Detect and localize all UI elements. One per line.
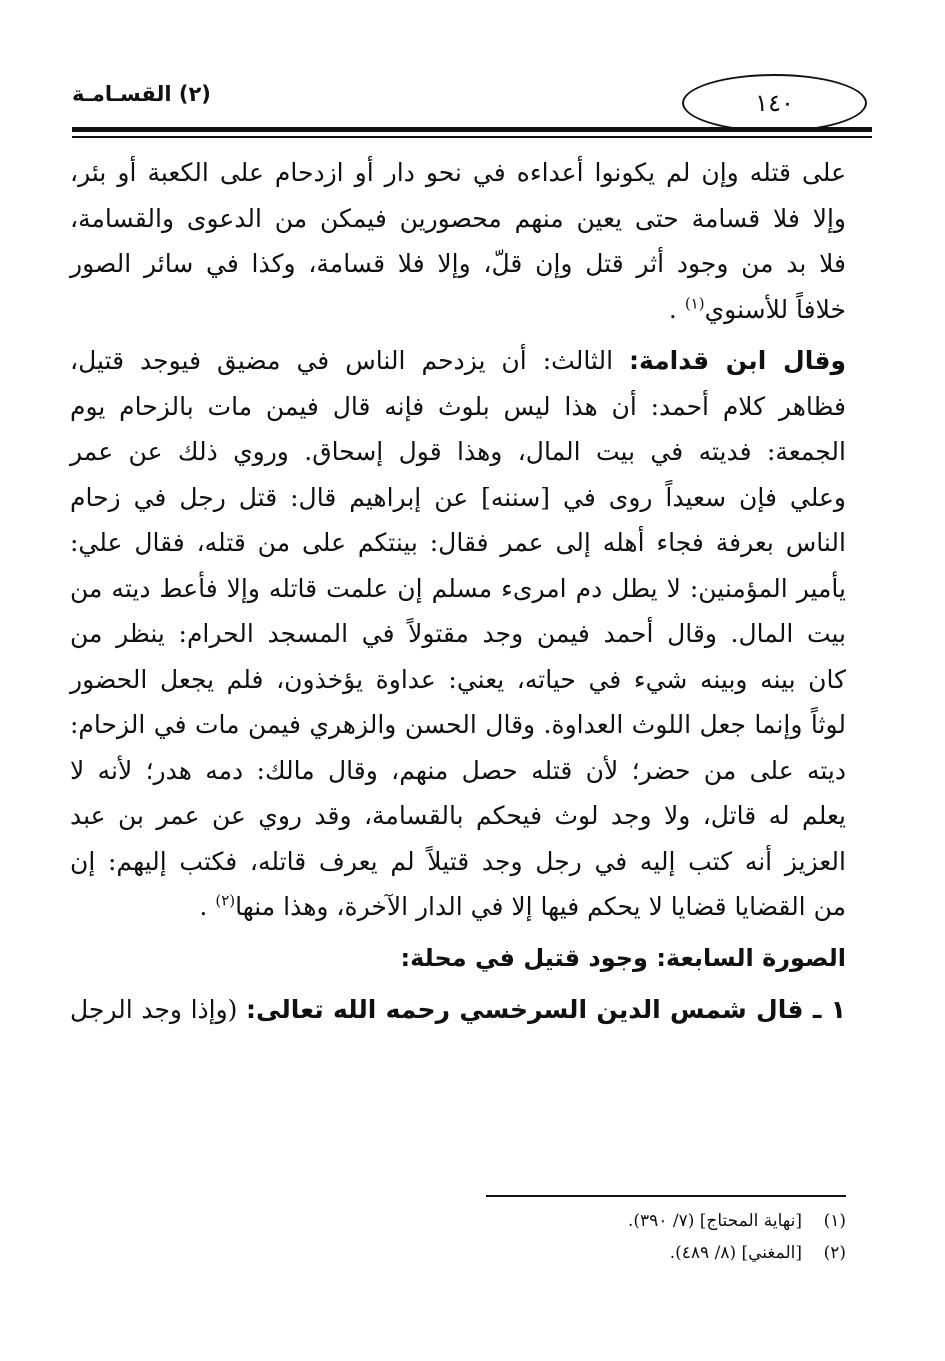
text-line: ديته على من حضر؛ لأن قتله حصل منهم، وقال مالك: دمه هدر؛ لأنه لا xyxy=(70,755,846,785)
period: . xyxy=(199,892,208,921)
page-number-oval xyxy=(682,74,867,132)
text-segment: خلافاً للأسنوي xyxy=(704,294,846,324)
text-line xyxy=(70,287,846,333)
quote-intro: ١ ـ قال شمس الدين السرخسي رحمه الله تعالى: xyxy=(246,995,846,1024)
text-segment: الثالث: أن يزدحم الناس في مضيق فيوجد قتيل، xyxy=(70,346,614,375)
text-line: العزيز أنه كتب إليه في رجل وجد قتيلاً لم يعرف قاتله، فكتب إليهم: إن xyxy=(70,846,846,876)
footnote-ref: (١) xyxy=(684,294,705,313)
header-rule-thin xyxy=(72,136,872,138)
footnote xyxy=(480,1237,846,1269)
text-line: يأمير المؤمنين: لا يطل دم امرىء مسلم إن علمت قاتله وإلا فأعط ديته من xyxy=(70,573,846,603)
text-line: على قتله وإن لم يكونوا أعداءه في نحو دار أو ازدحام على الكعبة أو بئر، xyxy=(70,158,846,187)
text-line: وعلي فإن سعيداً روى في [سننه] عن إبراهيم قال: قتل رجل في زحام xyxy=(70,482,846,512)
text-line: الناس بعرفة فجاء أهله إلى عمر فقال: بينتكم على من قتله، فقال علي: xyxy=(70,528,846,557)
running-title: (٢) القسـامـة xyxy=(72,82,211,106)
footnote xyxy=(480,1205,846,1237)
page-number: ١٤٠ xyxy=(755,89,794,117)
footnote-number: (١) xyxy=(823,1211,846,1231)
footnote-text: [المغني] (٨/ ٤٨٩). xyxy=(669,1243,802,1263)
text-line: فظاهر كلام أحمد: أن هذا ليس بلوث فإنه قال فيمن مات بالزحام يوم xyxy=(70,391,846,421)
text-segment: (وإذا وجد الرجل xyxy=(70,995,238,1024)
text-line: يعلم له قاتل، ولا وجد لوث فيحكم بالقسامة، وقد روي عن عمر بن عبد xyxy=(70,801,846,830)
header-rule-thick xyxy=(72,127,872,132)
text-line xyxy=(70,884,846,930)
footnote-number: (٢) xyxy=(823,1243,846,1263)
text-line: كان بينه وبينه شيء في حياته، يعني: عداوة يؤخذون، فلم يجعل الحضور xyxy=(70,664,846,694)
text-line: بيت المال. وقال أحمد فيمن وجد مقتولاً في المسجد الحرام: ينظر من xyxy=(70,619,846,648)
text-segment: من القضايا قضايا لا يحكم فيها إلا في الدار الآخرة، وهذا منها xyxy=(235,892,846,921)
footnotes xyxy=(480,1205,846,1269)
footnote-text: [نهاية المحتاج] (٧/ ٣٩٠). xyxy=(627,1211,802,1231)
period: . xyxy=(668,294,677,324)
text-line: فلا بد من وجود أثر قتل وإن قلّ، وإلا فلا قسامة، وكذا في سائر الصور xyxy=(70,249,846,278)
text-line: لوثاً وإنما جعل اللوث العداوة. وقال الحسن والزهري فيمن مات في الزحام: xyxy=(70,710,846,739)
main-text xyxy=(70,150,846,1033)
footnote-rule xyxy=(486,1195,846,1197)
text-line: الجمعة: فديته في بيت المال، وهذا قول إسحاق. وروي ذلك عن عمر xyxy=(70,437,846,466)
author-name: وقال ابن قدامة: xyxy=(629,346,846,375)
text-line xyxy=(70,987,846,1033)
section-heading: الصورة السابعة: وجود قتيل في محلة: xyxy=(400,943,846,972)
text-line xyxy=(70,338,846,384)
text-line: وإلا فلا قسامة حتى يعين منهم محصورين فيمكن من الدعوى والقسامة، xyxy=(70,203,846,233)
footnote-ref: (٢) xyxy=(215,891,236,910)
